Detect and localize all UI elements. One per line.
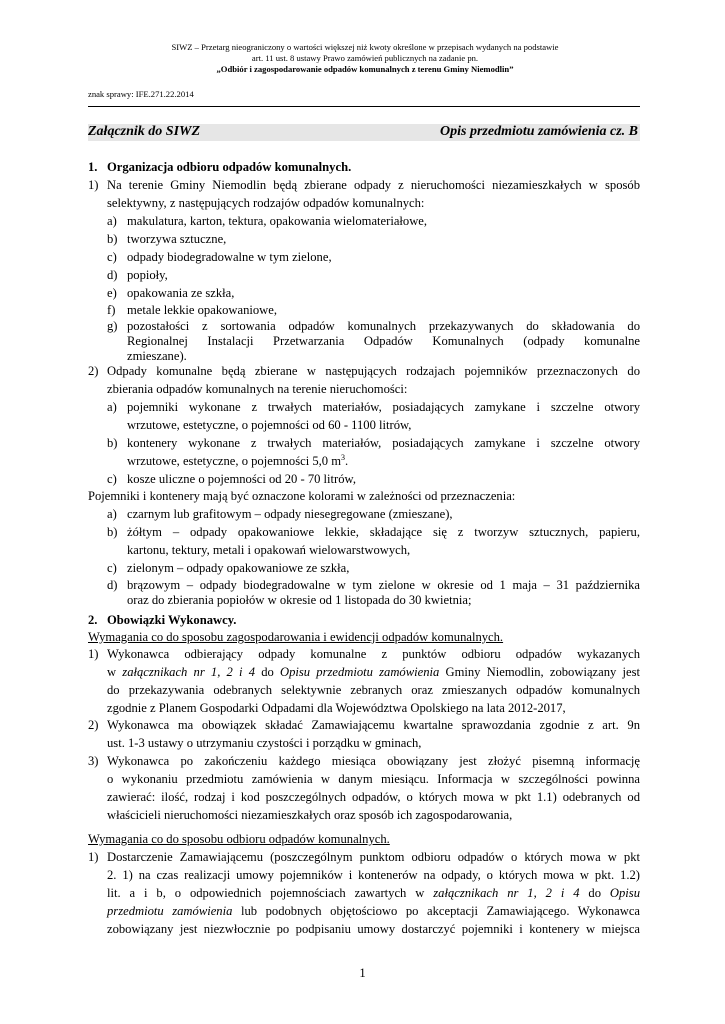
title-band <box>88 124 640 141</box>
color-d-line-1: brązowym – odpady biodegradowalne w tym zielone w okresie od 1 maja – 31 października <box>127 578 640 592</box>
s2-s1-line-2: 2. 1) na czas realizacji umowy pojemników i kontenerów na odpady, o których mowa w pkt. 1.2) <box>107 868 640 882</box>
color-b-line-2: kartonu, tektury, metali i opakowań wielowarstwowych, <box>127 543 411 557</box>
attachments-ref: załącznikach nr 1, 2 i 4 <box>433 886 580 900</box>
s2-r1-line-4: zgodnie z Planem Gospodarki Odpadami dla Województwa Opolskiego na lata 2012-2017, <box>107 701 566 715</box>
section-1-number: 1. <box>88 160 98 174</box>
page-number: 1 <box>359 966 366 980</box>
s2-s1-number: 1) <box>88 850 99 864</box>
cubic-superscript: 3 <box>341 452 346 462</box>
description-ref: Opisu przedmiotu zamówienia <box>280 665 440 679</box>
s1-p2-number: 2) <box>88 364 99 378</box>
container-a-line-1: pojemniki wykonane z trwałych materiałów, posiadających zamykane i szczelne otwory <box>127 400 640 414</box>
waste-item-key: b) <box>107 232 118 246</box>
case-number: znak sprawy: IFE.271.22.2014 <box>88 89 194 99</box>
waste-item: popioły, <box>127 268 168 282</box>
waste-item-g-key: g) <box>107 319 118 333</box>
s1-p2-line-1: Odpady komunalne będą zbierane w następujących rodzajach pojemników przeznaczonych do <box>107 364 640 378</box>
s2-r3-number: 3) <box>88 754 99 768</box>
s2-s1-line-4 <box>107 903 640 919</box>
container-b-end: . <box>345 454 349 468</box>
header-line-1: SIWZ – Przetarg nieograniczony o wartości większej niż kwoty określone w przepisach wydanych na podstawie <box>171 42 559 52</box>
s2-s1-line-5: zobowiązany jest niezwłocznie po podpisaniu umowy dostarczyć pojemniki i kontenery w miejsca <box>107 922 640 936</box>
section-2-number: 2. <box>88 613 98 627</box>
s2-r2-number: 2) <box>88 718 99 732</box>
waste-item: makulatura, karton, tektura, opakowania wielomateriałowe, <box>127 214 428 228</box>
container-a-key: a) <box>107 400 117 414</box>
text-run: do <box>255 665 280 679</box>
color-b-line-1: żółtym – odpady opakowaniowe lekkie, składające się z tworzyw sztucznych, papieru, <box>127 525 640 539</box>
color-b-key: b) <box>107 525 118 539</box>
s2-r1-line-2 <box>107 664 640 680</box>
s2-r2-line-1: Wykonawca ma obowiązek składać Zamawiającemu kwartalne sprawozdania zgodnie z art. 9n <box>107 718 640 732</box>
waste-item: odpady biodegradowalne w tym zielone, <box>127 250 332 264</box>
s2-r1-line-1: Wykonawca odbierający odpady komunalne z punktów odbioru odpadów wykazanych <box>107 647 640 661</box>
s1-p1-line-1: Na terenie Gminy Niemodlin będą zbierane odpady z nieruchomości niezamieszkałych w sposób <box>107 178 640 192</box>
color-d-key: d) <box>107 578 118 592</box>
waste-item-key: a) <box>107 214 117 228</box>
color-a-key: a) <box>107 507 117 521</box>
waste-item-key: d) <box>107 268 118 282</box>
s2-r3-line-2: o wykonaniu przedmiotu zamówienia w danym miesiącu. Informacja w szczególności powinna <box>107 772 640 786</box>
text-run: Gminy Niemodlin, zobowiązany jest <box>439 665 640 679</box>
container-c-line-1: kosze uliczne o pojemności od 20 - 70 litrów, <box>127 472 356 486</box>
colors-intro: Pojemniki i kontenery mają być oznaczone kolorami w zależności od przeznaczenia: <box>88 489 516 503</box>
s1-p2-line-2: zbierania odpadów komunalnych na terenie nieruchomości: <box>107 382 408 396</box>
header-line-3: „Odbiór i zagospodarowanie odpadów komunalnych z terenu Gminy Niemodlin” <box>216 64 514 74</box>
container-b-text: wrzutowe, estetyczne, o pojemności 5,0 m <box>127 454 342 468</box>
header-line-2: art. 11 ust. 8 ustawy Prawo zamówień publicznych na zadanie pn. <box>251 53 479 63</box>
requirements-heading-2: Wymagania co do sposobu odbioru odpadów komunalnych. <box>88 832 390 846</box>
container-b-key: b) <box>107 436 118 450</box>
color-a: czarnym lub grafitowym – odpady niesegregowane (zmieszane), <box>127 507 453 521</box>
waste-item: metale lekkie opakowaniowe, <box>127 303 278 317</box>
color-c: zielonym – odpady opakowaniowe ze szkła, <box>127 561 350 575</box>
waste-item: opakowania ze szkła, <box>127 286 235 300</box>
color-c-key: c) <box>107 561 117 575</box>
description-title: Opis przedmiotu zamówienia cz. B <box>440 124 638 139</box>
waste-item: tworzywa sztuczne, <box>127 232 227 246</box>
s1-p1-number: 1) <box>88 178 99 192</box>
waste-item-g-line-1: pozostałości z sortowania odpadów komunalnych przekazywanych do składowania do <box>127 319 640 333</box>
requirements-heading-1: Wymagania co do sposobu zagospodarowania i ewidencji odpadów komunalnych. <box>88 630 504 644</box>
waste-item-key: c) <box>107 250 117 264</box>
section-2-heading: Obowiązki Wykonawcy. <box>107 613 237 627</box>
container-b-line-2 <box>127 453 348 469</box>
waste-item-g-line-2: Regionalnej Instalacji Przetwarzania Odpadów Komunalnych (odpady komunalne <box>127 334 640 348</box>
text-run: w <box>107 665 123 679</box>
section-1-heading: Organizacja odbioru odpadów komunalnych. <box>107 160 352 174</box>
waste-item-g-line-3: zmieszane). <box>127 349 187 363</box>
description-ref: przedmiotu zamówienia <box>107 904 233 918</box>
text-run: do <box>579 886 610 900</box>
text-run: lit. a i b, o odpowiednich pojemnościach zawartych w <box>107 886 434 900</box>
s2-r2-line-2: ust. 1-3 ustawy o utrzymaniu czystości i porządku w gminach, <box>107 736 422 750</box>
s2-r1-line-3: do przekazywania odebranych selektywnie zebranych oraz zmieszanych odpadów komunalnych <box>107 683 640 697</box>
header-rule <box>88 106 640 107</box>
s1-p1-line-2: selektywny, z następujących rodzajów odpadów komunalnych: <box>107 196 425 210</box>
s2-r3-line-1: Wykonawca po zakończeniu każdego miesiąca obowiązany jest złożyć pisemną informację <box>107 754 640 768</box>
s2-s1-line-1: Dostarczenie Zamawiającemu (poszczególnym punktom odbioru odpadów o których mowa w pkt <box>107 850 640 864</box>
attachment-title: Załącznik do SIWZ <box>88 124 201 139</box>
text-run: lub podobnych objętościowo po akceptacji Zamawiającego. Wykonawca <box>232 904 640 918</box>
s2-r1-number: 1) <box>88 647 99 661</box>
waste-item-key: f) <box>107 303 116 317</box>
waste-item-key: e) <box>107 286 117 300</box>
s2-s1-line-3 <box>107 885 640 901</box>
container-b-line-1: kontenery wykonane z trwałych materiałów, posiadających zamykane i szczelne otwory <box>127 436 640 450</box>
s2-r3-line-3: zawierać: ilość, rodzaj i kod poszczególnych odpadów, o których mowa w pkt 1.1) odebranych od <box>107 790 640 804</box>
description-ref: Opisu <box>609 886 640 900</box>
attachments-ref: załącznikach nr 1, 2 i 4 <box>122 665 256 679</box>
s2-r3-line-4: właścicieli nieruchomości niezamieszkałych oraz sposób ich zagospodarowania, <box>107 808 513 822</box>
container-a-line-2: wrzutowe, estetyczne, o pojemności od 60 - 1100 litrów, <box>127 418 412 432</box>
color-d-line-2: oraz do zbierania popiołów w okresie od 1 listopada do 30 kwietnia; <box>127 593 472 607</box>
container-c-key: c) <box>107 472 117 486</box>
